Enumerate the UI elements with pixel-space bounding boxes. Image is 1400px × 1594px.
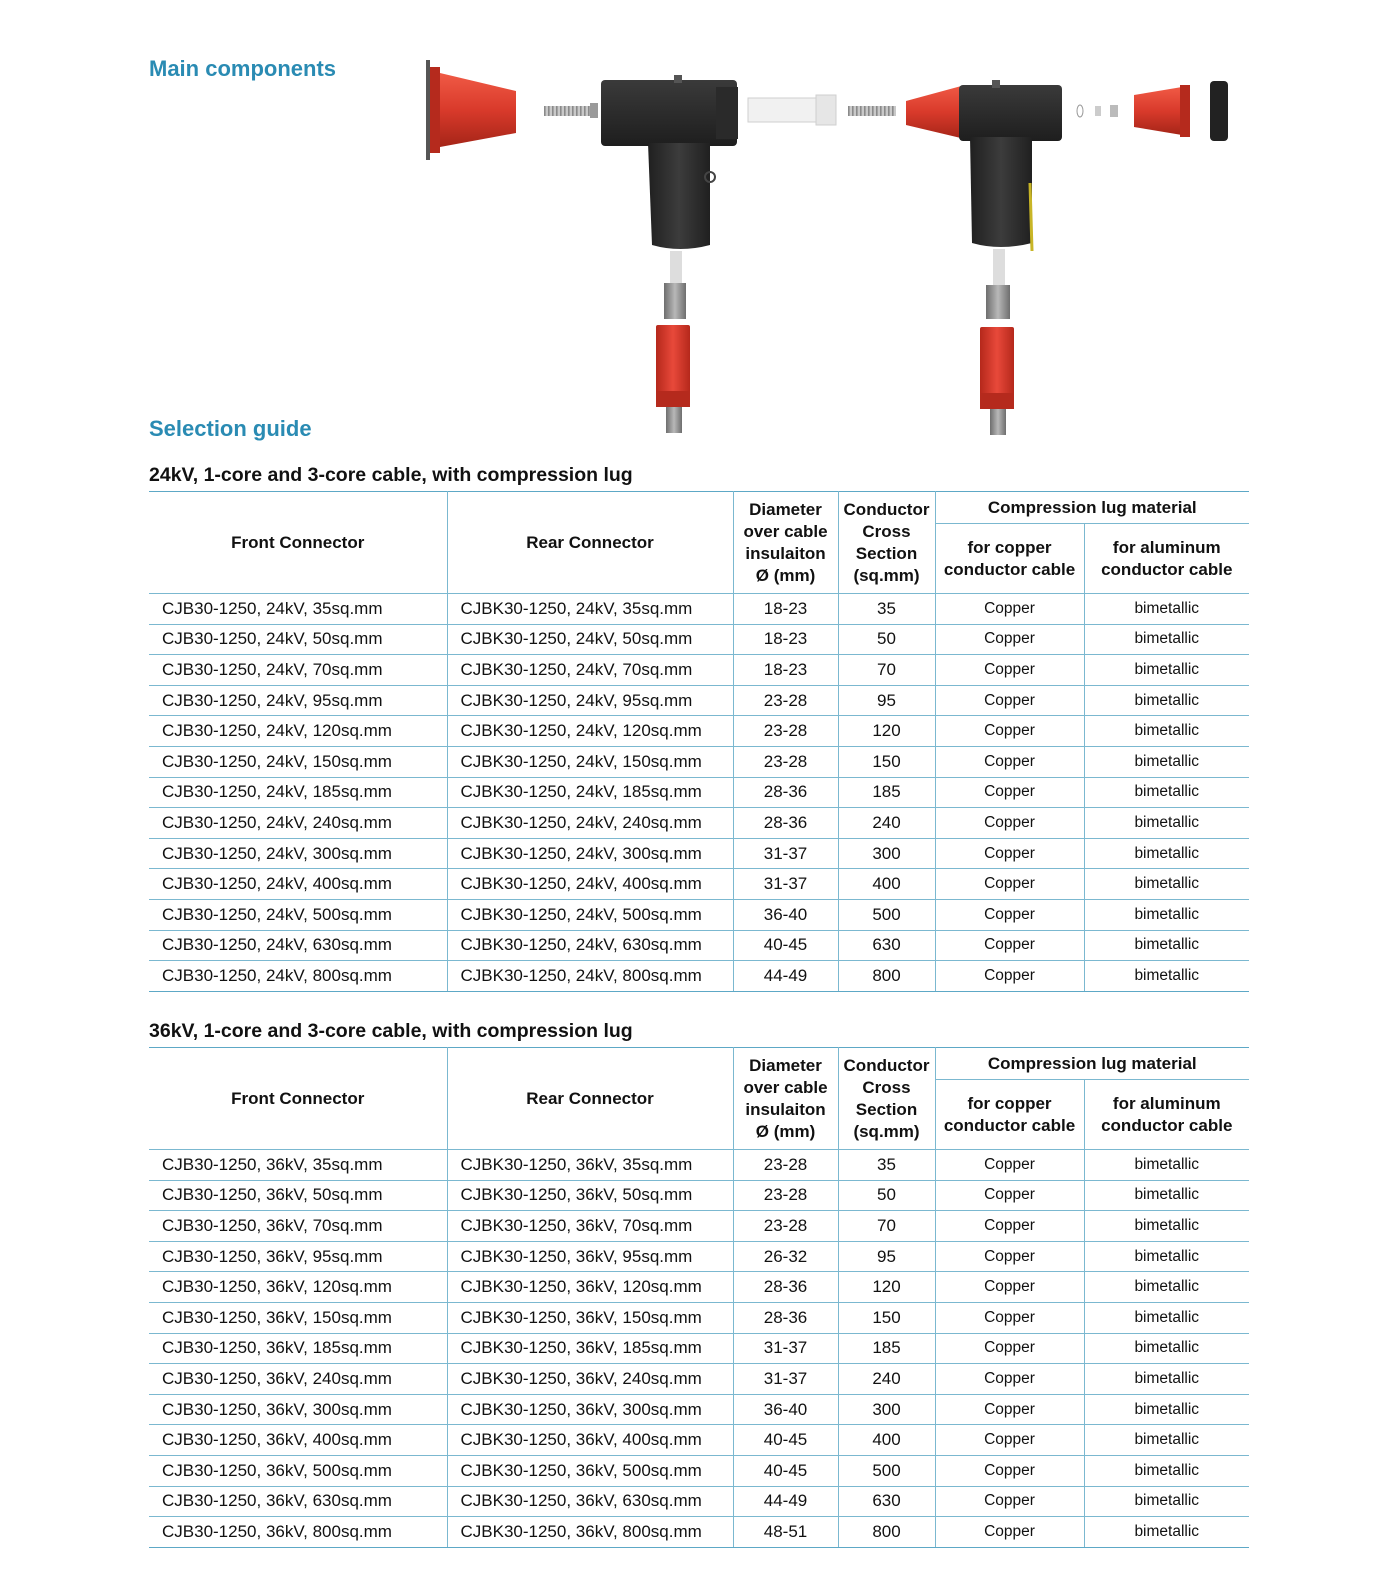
front-connector-cell: CJB30-1250, 36kV, 400sq.mm	[149, 1425, 447, 1456]
diameter-cell: 28-36	[733, 1272, 838, 1303]
front-connector-cell: CJB30-1250, 24kV, 400sq.mm	[149, 869, 447, 900]
rear-connector-cell: CJBK30-1250, 24kV, 120sq.mm	[447, 716, 733, 747]
aluminum-conductor-header	[1084, 524, 1249, 594]
aluminum-lug-cell: bimetallic	[1084, 1272, 1249, 1303]
copper-lug-cell: Copper	[935, 685, 1084, 716]
rear-connector-cell: CJBK30-1250, 24kV, 50sq.mm	[447, 624, 733, 655]
table-row	[149, 1394, 1249, 1425]
diameter-cell: 36-40	[733, 1394, 838, 1425]
table-row	[149, 1425, 1249, 1456]
table-row	[149, 655, 1249, 686]
header-line: (sq.mm)	[853, 565, 920, 585]
cross-section-cell: 35	[838, 1150, 935, 1181]
copper-lug-cell: Copper	[935, 808, 1084, 839]
diameter-cell: 28-36	[733, 1302, 838, 1333]
diameter-cell: 31-37	[733, 869, 838, 900]
diameter-cell: 18-23	[733, 594, 838, 625]
front-connector-cell: CJB30-1250, 24kV, 50sq.mm	[149, 624, 447, 655]
diameter-cell: 26-32	[733, 1241, 838, 1272]
front-connector-cell: CJB30-1250, 36kV, 240sq.mm	[149, 1364, 447, 1395]
diameter-cell: 31-37	[733, 838, 838, 869]
front-connector-cell: CJB30-1250, 24kV, 185sq.mm	[149, 777, 447, 808]
copper-lug-cell: Copper	[935, 930, 1084, 961]
rear-connector-cell: CJBK30-1250, 36kV, 35sq.mm	[447, 1150, 733, 1181]
front-connector-cell: CJB30-1250, 24kV, 800sq.mm	[149, 961, 447, 992]
front-connector-cell: CJB30-1250, 24kV, 70sq.mm	[149, 655, 447, 686]
rear-connector-cell: CJBK30-1250, 24kV, 400sq.mm	[447, 869, 733, 900]
front-connector-cell: CJB30-1250, 24kV, 35sq.mm	[149, 594, 447, 625]
aluminum-lug-cell: bimetallic	[1084, 1517, 1249, 1548]
table-row	[149, 685, 1249, 716]
header-line: conductor cable	[1101, 1115, 1233, 1135]
threaded-stud-left	[544, 103, 598, 118]
aluminum-lug-cell: bimetallic	[1084, 838, 1249, 869]
diameter-cell: 23-28	[733, 1180, 838, 1211]
aluminum-conductor-header	[1084, 1080, 1249, 1150]
aluminum-lug-cell: bimetallic	[1084, 1241, 1249, 1272]
cross-section-cell: 50	[838, 624, 935, 655]
front-connector-cell: CJB30-1250, 24kV, 630sq.mm	[149, 930, 447, 961]
rear-connector-cell: CJBK30-1250, 24kV, 185sq.mm	[447, 777, 733, 808]
conductor-header	[838, 492, 935, 594]
aluminum-lug-cell: bimetallic	[1084, 594, 1249, 625]
header-line: for aluminum	[1112, 537, 1221, 557]
rear-connector-cell: CJBK30-1250, 24kV, 35sq.mm	[447, 594, 733, 625]
front-connector-cell: CJB30-1250, 36kV, 120sq.mm	[149, 1272, 447, 1303]
diameter-cell: 23-28	[733, 685, 838, 716]
header-line: insulaiton	[745, 1099, 826, 1119]
aluminum-lug-cell: bimetallic	[1084, 1180, 1249, 1211]
table-row	[149, 869, 1249, 900]
rear-cone-plug	[1134, 85, 1190, 137]
table-row	[149, 1150, 1249, 1181]
copper-lug-cell: Copper	[935, 1333, 1084, 1364]
diameter-header	[733, 492, 838, 594]
copper-lug-cell: Copper	[935, 899, 1084, 930]
threaded-stud-middle	[848, 106, 896, 116]
main-components-heading: Main components	[149, 56, 337, 81]
table-row	[149, 808, 1249, 839]
rear-connector-header: Rear Connector	[447, 492, 733, 594]
cross-section-cell: 300	[838, 838, 935, 869]
aluminum-lug-cell: bimetallic	[1084, 899, 1249, 930]
front-connector-cell: CJB30-1250, 24kV, 300sq.mm	[149, 838, 447, 869]
aluminum-lug-cell: bimetallic	[1084, 1394, 1249, 1425]
cross-section-cell: 185	[838, 777, 935, 808]
aluminum-lug-cell: bimetallic	[1084, 624, 1249, 655]
rear-connector-cell: CJBK30-1250, 36kV, 95sq.mm	[447, 1241, 733, 1272]
rear-connector-body	[906, 80, 1062, 435]
front-connector-cell: CJB30-1250, 36kV, 70sq.mm	[149, 1211, 447, 1242]
front-connector-cell: CJB30-1250, 36kV, 150sq.mm	[149, 1302, 447, 1333]
diameter-cell: 40-45	[733, 1455, 838, 1486]
cross-section-cell: 185	[838, 1333, 935, 1364]
diameter-cell: 44-49	[733, 961, 838, 992]
table-row	[149, 899, 1249, 930]
front-connector-cell: CJB30-1250, 24kV, 150sq.mm	[149, 746, 447, 777]
cross-section-cell: 70	[838, 1211, 935, 1242]
diameter-cell: 36-40	[733, 899, 838, 930]
rear-connector-cell: CJBK30-1250, 36kV, 50sq.mm	[447, 1180, 733, 1211]
table-row	[149, 624, 1249, 655]
compression-lug-header: Compression lug material	[935, 492, 1249, 524]
table-row	[149, 777, 1249, 808]
aluminum-lug-cell: bimetallic	[1084, 685, 1249, 716]
copper-lug-cell: Copper	[935, 1150, 1084, 1181]
table-row	[149, 930, 1249, 961]
copper-lug-cell: Copper	[935, 594, 1084, 625]
aluminum-lug-cell: bimetallic	[1084, 1486, 1249, 1517]
rear-connector-cell: CJBK30-1250, 24kV, 300sq.mm	[447, 838, 733, 869]
header-line: for copper	[967, 537, 1052, 557]
table-row	[149, 1241, 1249, 1272]
cross-section-cell: 95	[838, 685, 935, 716]
rear-connector-cell: CJBK30-1250, 24kV, 800sq.mm	[447, 961, 733, 992]
aluminum-lug-cell: bimetallic	[1084, 1302, 1249, 1333]
aluminum-lug-cell: bimetallic	[1084, 655, 1249, 686]
end-cap	[1210, 81, 1228, 141]
header-line: conductor cable	[943, 1115, 1076, 1135]
header-line: Section	[855, 1099, 918, 1119]
copper-conductor-header	[935, 524, 1084, 594]
copper-lug-cell: Copper	[935, 1272, 1084, 1303]
copper-lug-cell: Copper	[935, 1302, 1084, 1333]
cross-section-cell: 70	[838, 655, 935, 686]
rear-connector-cell: CJBK30-1250, 24kV, 95sq.mm	[447, 685, 733, 716]
diameter-cell: 44-49	[733, 1486, 838, 1517]
header-line: Cross	[862, 1077, 911, 1097]
table-row	[149, 746, 1249, 777]
copper-lug-cell: Copper	[935, 655, 1084, 686]
table-row	[149, 1333, 1249, 1364]
rear-connector-cell: CJBK30-1250, 36kV, 185sq.mm	[447, 1333, 733, 1364]
copper-lug-cell: Copper	[935, 716, 1084, 747]
table-row	[149, 1272, 1249, 1303]
cross-section-cell: 800	[838, 961, 935, 992]
header-line: Diameter	[749, 499, 822, 519]
diameter-cell: 23-28	[733, 1150, 838, 1181]
bushing-left	[426, 60, 516, 160]
aluminum-lug-cell: bimetallic	[1084, 1364, 1249, 1395]
rear-connector-cell: CJBK30-1250, 36kV, 500sq.mm	[447, 1455, 733, 1486]
header-line: Ø (mm)	[755, 1121, 816, 1141]
rear-connector-cell: CJBK30-1250, 36kV, 70sq.mm	[447, 1211, 733, 1242]
header-line: (sq.mm)	[853, 1121, 920, 1141]
front-connector-cell: CJB30-1250, 24kV, 240sq.mm	[149, 808, 447, 839]
rear-connector-header: Rear Connector	[447, 1048, 733, 1150]
selection-table	[149, 1047, 1249, 1548]
table-row	[149, 838, 1249, 869]
copper-lug-cell: Copper	[935, 961, 1084, 992]
selection-guide-heading: Selection guide	[149, 416, 312, 441]
front-connector-cell: CJB30-1250, 24kV, 95sq.mm	[149, 685, 447, 716]
rear-connector-cell: CJBK30-1250, 36kV, 630sq.mm	[447, 1486, 733, 1517]
connector-assembly-illustration	[420, 55, 1240, 445]
front-connector-cell: CJB30-1250, 36kV, 500sq.mm	[149, 1455, 447, 1486]
rear-connector-cell: CJBK30-1250, 24kV, 150sq.mm	[447, 746, 733, 777]
insulating-plug	[748, 95, 836, 125]
copper-lug-cell: Copper	[935, 624, 1084, 655]
copper-conductor-header	[935, 1080, 1084, 1150]
diameter-cell: 23-28	[733, 1211, 838, 1242]
table-section-36kv	[149, 1019, 1249, 1548]
copper-lug-cell: Copper	[935, 1486, 1084, 1517]
front-connector-cell: CJB30-1250, 36kV, 800sq.mm	[149, 1517, 447, 1548]
diameter-cell: 48-51	[733, 1517, 838, 1548]
header-line: Section	[855, 543, 918, 563]
cross-section-cell: 400	[838, 1425, 935, 1456]
front-connector-body	[601, 75, 738, 433]
diameter-cell: 40-45	[733, 1425, 838, 1456]
table-row	[149, 1302, 1249, 1333]
rear-connector-cell: CJBK30-1250, 24kV, 500sq.mm	[447, 899, 733, 930]
rear-connector-cell: CJBK30-1250, 24kV, 240sq.mm	[447, 808, 733, 839]
front-connector-cell: CJB30-1250, 36kV, 35sq.mm	[149, 1150, 447, 1181]
compression-lug-header: Compression lug material	[935, 1048, 1249, 1080]
cross-section-cell: 800	[838, 1517, 935, 1548]
cross-section-cell: 35	[838, 594, 935, 625]
table-row	[149, 1486, 1249, 1517]
header-line: conductor cable	[943, 559, 1076, 579]
copper-lug-cell: Copper	[935, 1364, 1084, 1395]
diameter-cell: 31-37	[733, 1364, 838, 1395]
copper-lug-cell: Copper	[935, 1211, 1084, 1242]
rear-connector-cell: CJBK30-1250, 24kV, 70sq.mm	[447, 655, 733, 686]
cross-section-cell: 300	[838, 1394, 935, 1425]
aluminum-lug-cell: bimetallic	[1084, 1425, 1249, 1456]
header-line: for aluminum	[1112, 1093, 1221, 1113]
aluminum-lug-cell: bimetallic	[1084, 808, 1249, 839]
diameter-header	[733, 1048, 838, 1150]
cross-section-cell: 120	[838, 1272, 935, 1303]
front-connector-cell: CJB30-1250, 36kV, 630sq.mm	[149, 1486, 447, 1517]
header-line: Cross	[862, 521, 911, 541]
header-line: Ø (mm)	[755, 565, 816, 585]
aluminum-lug-cell: bimetallic	[1084, 1333, 1249, 1364]
table-row	[149, 1180, 1249, 1211]
copper-lug-cell: Copper	[935, 1180, 1084, 1211]
cross-section-cell: 240	[838, 1364, 935, 1395]
table-title: 36kV, 1-core and 3-core cable, with compression lug	[149, 1020, 633, 1042]
diameter-cell: 23-28	[733, 746, 838, 777]
aluminum-lug-cell: bimetallic	[1084, 961, 1249, 992]
header-line: over cable	[743, 521, 828, 541]
table-row	[149, 1211, 1249, 1242]
copper-lug-cell: Copper	[935, 869, 1084, 900]
front-connector-header: Front Connector	[231, 1088, 365, 1108]
cross-section-cell: 120	[838, 716, 935, 747]
aluminum-lug-cell: bimetallic	[1084, 746, 1249, 777]
diameter-cell: 18-23	[733, 655, 838, 686]
aluminum-lug-cell: bimetallic	[1084, 777, 1249, 808]
copper-lug-cell: Copper	[935, 838, 1084, 869]
table-row	[149, 716, 1249, 747]
washer-nut-set	[1077, 105, 1118, 117]
front-connector-cell: CJB30-1250, 36kV, 95sq.mm	[149, 1241, 447, 1272]
rear-connector-cell: CJBK30-1250, 36kV, 120sq.mm	[447, 1272, 733, 1303]
cross-section-cell: 95	[838, 1241, 935, 1272]
diameter-cell: 28-36	[733, 808, 838, 839]
table-row	[149, 1364, 1249, 1395]
aluminum-lug-cell: bimetallic	[1084, 1150, 1249, 1181]
table-row	[149, 1455, 1249, 1486]
header-line: Conductor	[843, 1055, 930, 1075]
front-connector-cell: CJB30-1250, 36kV, 300sq.mm	[149, 1394, 447, 1425]
aluminum-lug-cell: bimetallic	[1084, 1455, 1249, 1486]
table-row	[149, 961, 1249, 992]
rear-connector-cell: CJBK30-1250, 36kV, 150sq.mm	[447, 1302, 733, 1333]
rear-connector-cell: CJBK30-1250, 24kV, 630sq.mm	[447, 930, 733, 961]
cross-section-cell: 400	[838, 869, 935, 900]
header-line: insulaiton	[745, 543, 826, 563]
header-line: Diameter	[749, 1055, 822, 1075]
diameter-cell: 18-23	[733, 624, 838, 655]
front-connector-cell: CJB30-1250, 24kV, 500sq.mm	[149, 899, 447, 930]
cross-section-cell: 150	[838, 1302, 935, 1333]
copper-lug-cell: Copper	[935, 1241, 1084, 1272]
header-line: Conductor	[843, 499, 930, 519]
aluminum-lug-cell: bimetallic	[1084, 869, 1249, 900]
rear-connector-cell: CJBK30-1250, 36kV, 800sq.mm	[447, 1517, 733, 1548]
aluminum-lug-cell: bimetallic	[1084, 930, 1249, 961]
selection-table	[149, 491, 1249, 992]
aluminum-lug-cell: bimetallic	[1084, 716, 1249, 747]
front-connector-cell: CJB30-1250, 36kV, 185sq.mm	[149, 1333, 447, 1364]
rear-connector-cell: CJBK30-1250, 36kV, 300sq.mm	[447, 1394, 733, 1425]
header-line: conductor cable	[1101, 559, 1233, 579]
header-line: for copper	[967, 1093, 1052, 1113]
copper-lug-cell: Copper	[935, 1425, 1084, 1456]
rear-connector-cell: CJBK30-1250, 36kV, 400sq.mm	[447, 1425, 733, 1456]
cross-section-cell: 150	[838, 746, 935, 777]
cross-section-cell: 630	[838, 1486, 935, 1517]
copper-lug-cell: Copper	[935, 1394, 1084, 1425]
copper-lug-cell: Copper	[935, 1517, 1084, 1548]
header-line: over cable	[743, 1077, 828, 1097]
copper-lug-cell: Copper	[935, 746, 1084, 777]
rear-connector-cell: CJBK30-1250, 36kV, 240sq.mm	[447, 1364, 733, 1395]
front-connector-cell: CJB30-1250, 24kV, 120sq.mm	[149, 716, 447, 747]
diameter-cell: 23-28	[733, 716, 838, 747]
diameter-cell: 28-36	[733, 777, 838, 808]
aluminum-lug-cell: bimetallic	[1084, 1211, 1249, 1242]
diameter-cell: 31-37	[733, 1333, 838, 1364]
table-row	[149, 1517, 1249, 1548]
table-title: 24kV, 1-core and 3-core cable, with compression lug	[149, 464, 633, 486]
front-connector-cell: CJB30-1250, 36kV, 50sq.mm	[149, 1180, 447, 1211]
copper-lug-cell: Copper	[935, 1455, 1084, 1486]
cross-section-cell: 500	[838, 899, 935, 930]
cross-section-cell: 500	[838, 1455, 935, 1486]
table-row	[149, 594, 1249, 625]
conductor-header	[838, 1048, 935, 1150]
diameter-cell: 40-45	[733, 930, 838, 961]
cross-section-cell: 50	[838, 1180, 935, 1211]
cross-section-cell: 630	[838, 930, 935, 961]
cross-section-cell: 240	[838, 808, 935, 839]
front-connector-header: Front Connector	[231, 532, 365, 552]
table-section-24kv	[149, 463, 1249, 992]
copper-lug-cell: Copper	[935, 777, 1084, 808]
